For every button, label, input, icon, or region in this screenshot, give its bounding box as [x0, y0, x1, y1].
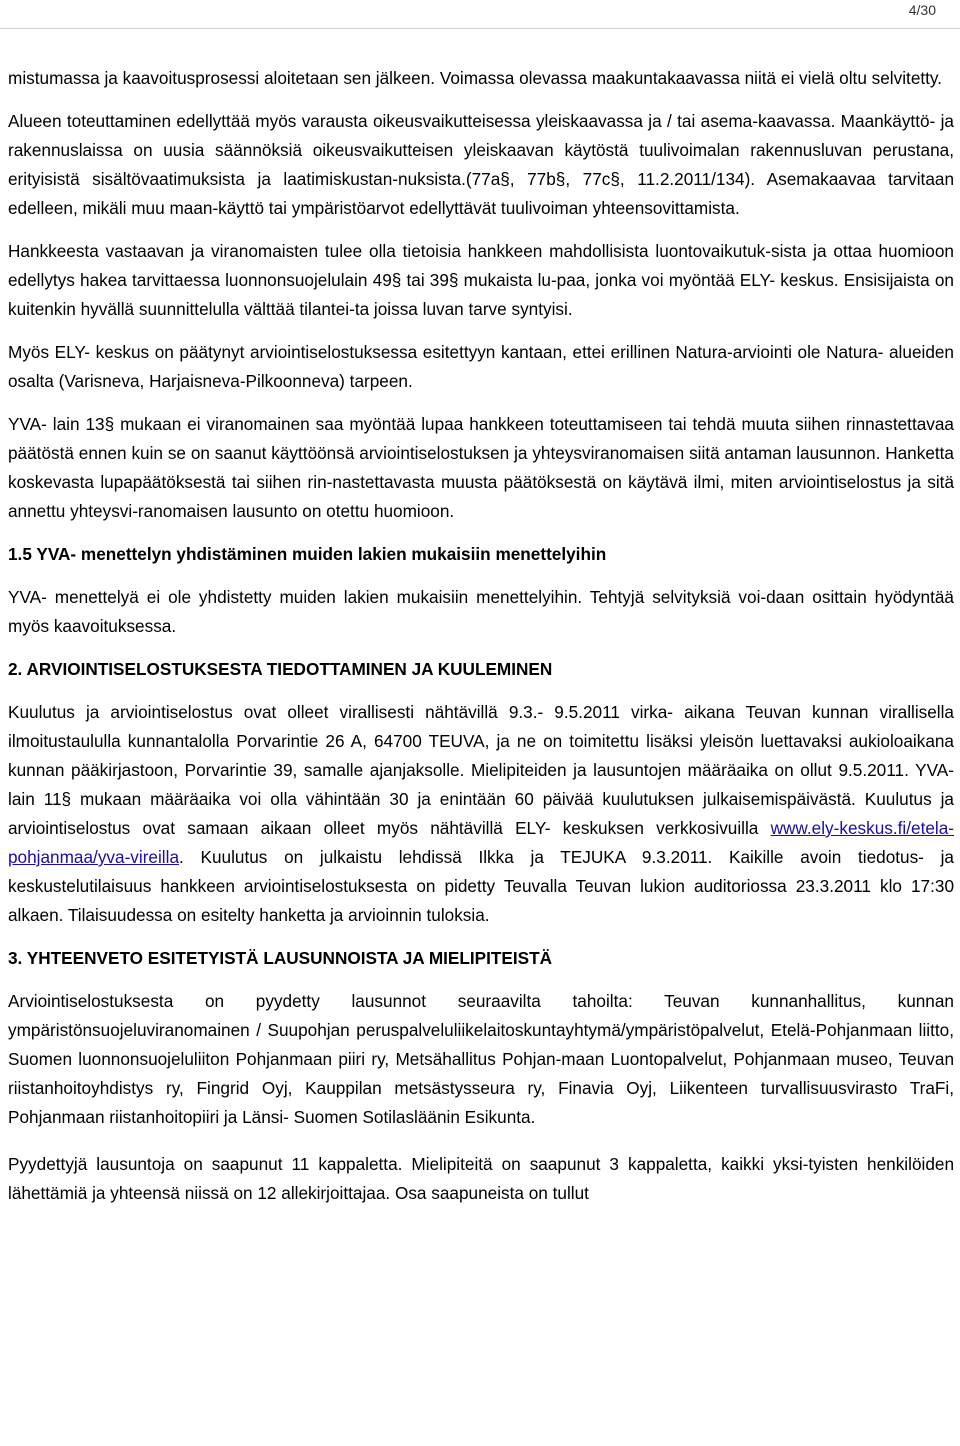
paragraph-4: Myös ELY- keskus on päätynyt arviointiselostuksessa esitettyyn kantaan, ettei erillinen Natura-arviointi ole Natura- alueiden osalta (Varisneva, Harjaisneva-Pilkoonneva) tarpeen. [8, 342, 954, 391]
section-heading-2: 2. ARVIOINTISELOSTUKSESTA TIEDOTTAMINEN JA KUULEMINEN [8, 659, 553, 679]
section-3-text-1: Arviointiselostuksesta on pyydetty lausunnot seuraavilta tahoilta: Teuvan kunnanhallitus, kunnan ympäristönsuojeluviranomainen / Suupohjan peruspalveluliikelaitoskuntayhtymä/ympäristöpalvelut, Etelä-Pohjanmaan liitto, Suomen luonnonsuojeluliiton Pohjanmaan piiri ry, Metsähallitus Pohjan-maan Luontopalvelut, Pohjanmaan museo, Teuvan riistanhoitoyhdistys ry, Fingrid Oyj, Kauppilan metsästysseura ry, Finavia Oyj, Liikenteen turvallisuusvirasto TraFi, Pohjanmaan riistanhoitopiiri ja Länsi- Suomen Sotilasläänin Esikunta. [8, 991, 954, 1127]
section-heading-3: 3. YHTEENVETO ESITETYISTÄ LAUSUNNOISTA JA MIELIPITEISTÄ [8, 948, 553, 968]
page-number: 4/30 [908, 2, 936, 18]
paragraph-5: YVA- lain 13§ mukaan ei viranomainen saa myöntää lupaa hankkeen toteuttamiseen tai tehdä muuta siihen rinnastettavaa päätöstä ennen kuin se on saanut käyttöönsä arviointiselostuksen ja yhteysviranomaisen siitä antaman lausunnon. Hanketta koskevasta lupapäätöksestä tai siihen rin-nastettavasta muusta päätöksestä on käytävä ilmi, miten arviointiselostus ja sitä annettu yhteysvi-ranomaisen lausunto on otettu huomioon. [8, 414, 954, 521]
section-1-5-text: YVA- menettelyä ei ole yhdistetty muiden lakien mukaisiin menettelyihin. Tehtyjä selvityksiä voi-daan osittain hyödyntää myös kaavoituksessa. [8, 587, 954, 636]
paragraph-3: Hankkeesta vastaavan ja viranomaisten tulee olla tietoisia hankkeen mahdollisista luontovaikutuk-sista ja ottaa huomioon edellytys hakea tarvittaessa luonnonsuojelulain 49§ tai 39§ mukaista lu-paa, jonka voi myöntää ELY- keskus. Ensisijaista on kuitenkin hyvällä suunnittelulla välttää tilantei-ta joissa luvan tarve syntyisi. [8, 241, 954, 319]
section-2-text-end: . Kuulutus on julkaistu lehdissä Ilkka ja TEJUKA 9.3.2011. Kaikille avoin tiedotus- ja keskustelutilaisuus hankkeen arviointiselostuksesta on pidetty Teuvalla Teuvan lukion auditoriossa 23.3.2011 klo 17:30 alkaen. Tilaisuudessa on esitelty hanketta ja arvioinnin tuloksia. [8, 847, 954, 925]
section-3-text-2: Pyydettyjä lausuntoja on saapunut 11 kappaletta. Mielipiteitä on saapunut 3 kappaletta, kaikki yksi-tyisten henkilöiden lähettämiä ja yhteensä niissä on 12 allekirjoittajaa. Osa saapuneista on tullut [8, 1154, 954, 1203]
section-2-text-start: Kuulutus ja arviointiselostus ovat olleet virallisesti nähtävillä 9.3.- 9.5.2011 virka- aikana Teuvan kunnan virallisella ilmoitustaululla kunnantalolla Porvarintie 26 A, 64700 TEUVA, ja ne on toimitettu lisäksi yleisön luettavaksi aukioloaikana kunnan pääkirjastoon, Porvarintie 39, samalle ajanjaksolle. Mielipiteiden ja lausuntojen määräaika on ollut 9.5.2011. YVA- lain 11§ mukaan määräaika voi olla vähintään 30 ja enintään 60 päivää kuulutuksen julkaisemispäivästä. Kuulutus ja arviointiselostus ovat samaan aikaan olleet myös nähtävillä ELY- keskuksen verkkosivuilla [8, 702, 954, 838]
section-heading-1-5: 1.5 YVA- menettelyn yhdistäminen muiden lakien mukaisiin menettelyihin [8, 544, 607, 564]
header-divider [0, 28, 960, 29]
section-2-text [8, 698, 954, 930]
paragraph-2: Alueen toteuttaminen edellyttää myös varausta oikeusvaikutteisessa yleiskaavassa ja / tai asema-kaavassa. Maankäyttö- ja rakennuslaissa on uusia säännöksiä oikeusvaikutteisen yleiskaavan käytöstä tuulivoimalan rakennusluvan perustana, erityisistä sisältövaatimuksista ja laatimiskustan-nuksista.(77a§, 77b§, 77c§, 11.2.2011/134). Asemakaavaa tarvitaan edelleen, mikäli muu maan-käyttö tai ympäristöarvot edellyttävät tuulivoiman yhteensovittamista. [8, 111, 954, 218]
ely-keskus-link[interactable]: www.ely-keskus.fi/etela-pohjanmaa/yva-vireilla [8, 818, 954, 867]
document-body [8, 64, 954, 1222]
paragraph-1: mistumassa ja kaavoitusprosessi aloitetaan sen jälkeen. Voimassa olevassa maakuntakaavassa niitä ei vielä oltu selvitetty. [8, 68, 943, 88]
